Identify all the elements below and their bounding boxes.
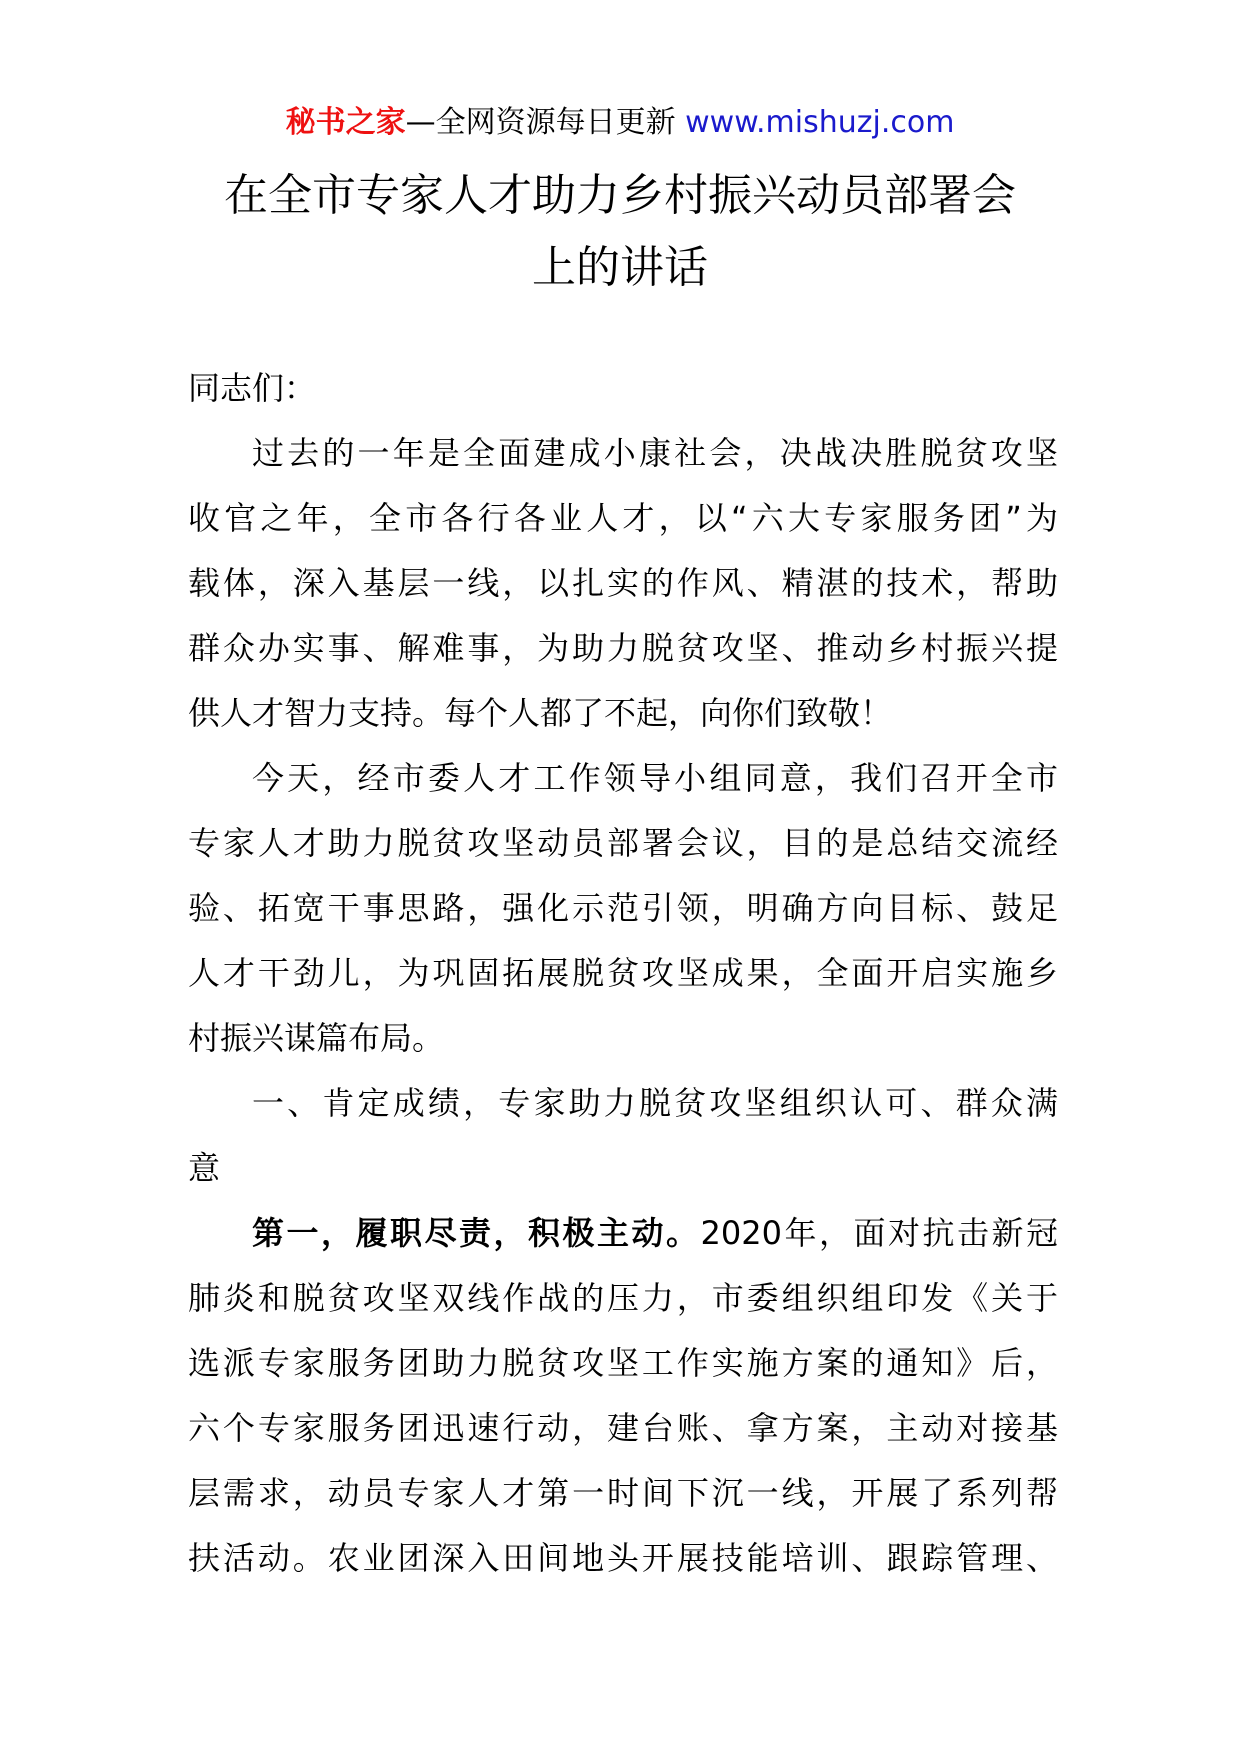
- paragraph-2-line: 专家人才助力脱贫攻坚动员部署会议，目的是总结交流经: [188, 824, 1058, 862]
- paragraph-3-line: 选派专家服务团助力脱贫攻坚工作实施方案的通知》后，: [188, 1344, 1058, 1382]
- paragraph-2-line: 村振兴谋篇布局。: [188, 1019, 445, 1057]
- paragraph-1-line: 群众办实事、解难事，为助力脱贫攻坚、推动乡村振兴提: [188, 629, 1058, 667]
- title-line-2: 上的讲话: [532, 242, 708, 293]
- paragraph-3-lead-rest: 2020年，面对抗击新冠: [700, 1214, 1058, 1252]
- section-heading-line: 意: [188, 1149, 221, 1187]
- paragraph-3-line: 六个专家服务团迅速行动，建台账、拿方案，主动对接基: [188, 1409, 1058, 1447]
- paragraph-3-line: 肺炎和脱贫攻坚双线作战的压力，市委组织组印发《关于: [188, 1279, 1058, 1317]
- site-url-link[interactable]: www.mishuzj.com: [685, 105, 955, 140]
- paragraph-2-line: 验、拓宽干事思路，强化示范引领，明确方向目标、鼓足: [188, 889, 1058, 927]
- paragraph-3-line: 层需求，动员专家人才第一时间下沉一线，开展了系列帮: [188, 1474, 1058, 1512]
- paragraph-3-bold-lead: 第一，履职尽责，积极主动。: [252, 1214, 701, 1252]
- paragraph-1-line: 过去的一年是全面建成小康社会，决战决胜脱贫攻坚: [252, 434, 1058, 472]
- paragraph-2-line: 人才干劲儿，为巩固拓展脱贫攻坚成果，全面开启实施乡: [188, 954, 1058, 992]
- paragraph-3-line: 扶活动。农业团深入田间地头开展技能培训、跟踪管理、: [188, 1539, 1058, 1577]
- salutation: 同志们：: [188, 369, 317, 407]
- document-title: [180, 160, 1060, 304]
- paragraph-2-line: 今天，经市委人才工作领导小组同意，我们召开全市: [252, 759, 1058, 797]
- site-header: [0, 98, 1240, 148]
- paragraph-3-first-line: [188, 1201, 1058, 1266]
- title-line-1: 在全市专家人才助力乡村振兴动员部署会: [224, 170, 1016, 221]
- paragraph-1-line: 供人才智力支持。每个人都了不起，向你们致敬！: [188, 694, 893, 732]
- document-body: [188, 356, 1058, 1591]
- section-heading-line: 一、肯定成绩，专家助力脱贫攻坚组织认可、群众满: [252, 1084, 1058, 1122]
- brand-name: 秘书之家: [285, 105, 406, 140]
- header-tagline: —全网资源每日更新: [405, 105, 676, 140]
- paragraph-1-line: 收官之年，全市各行各业人才，以“六大专家服务团”为: [188, 499, 1058, 537]
- paragraph-1-line: 载体，深入基层一线，以扎实的作风、精湛的技术，帮助: [188, 564, 1058, 602]
